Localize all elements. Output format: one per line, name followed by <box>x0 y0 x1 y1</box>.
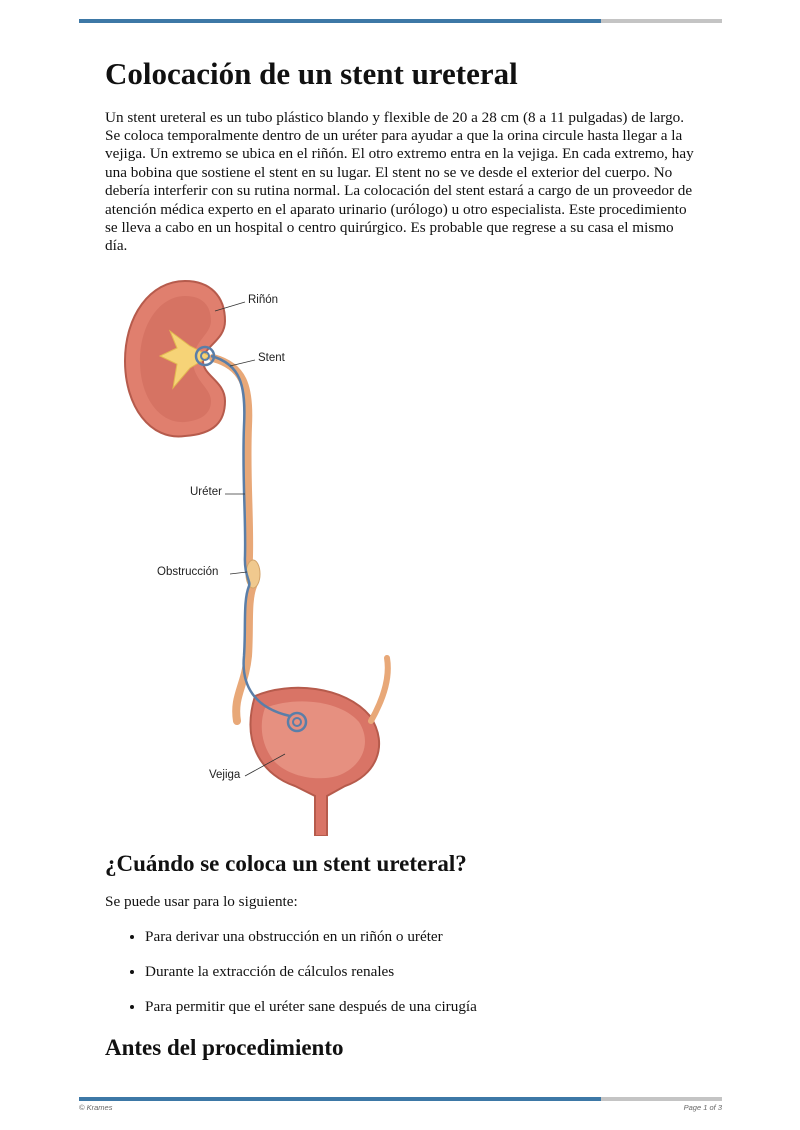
footer-rule-accent <box>79 1097 601 1101</box>
footer-copyright: © Krames <box>79 1103 113 1112</box>
page-title: Colocación de un stent ureteral <box>105 56 518 91</box>
section-when-list <box>105 928 697 1016</box>
section-when-lead: Se puede usar para lo siguiente: <box>105 893 298 911</box>
label-obstruction: Obstrucción <box>157 565 219 578</box>
label-ureter: Uréter <box>190 485 222 498</box>
list-item: • Para permitir que el uréter sane después de una cirugía <box>145 998 697 1016</box>
header-rule <box>79 19 722 23</box>
list-item: • Para derivar una obstrucción en un riñón o uréter <box>145 928 697 946</box>
list-item: • Durante la extracción de cálculos renales <box>145 963 697 981</box>
page-content <box>105 56 697 1077</box>
leader-obstruction <box>230 572 247 574</box>
section-before-heading: Antes del procedimiento <box>105 1034 344 1060</box>
right-ureter <box>371 658 388 721</box>
leader-stent <box>230 360 255 366</box>
footer-rule <box>79 1097 722 1101</box>
header-rule-accent <box>79 19 601 23</box>
section-when-heading: ¿Cuándo se coloca un stent ureteral? <box>105 850 467 876</box>
footer-page-number: Page 1 of 3 <box>683 1103 722 1112</box>
label-bladder: Vejiga <box>209 768 241 781</box>
stent-illustration <box>115 276 415 836</box>
label-kidney: Riñón <box>248 293 279 306</box>
label-stent: Stent <box>258 351 285 364</box>
intro-paragraph: Un stent ureteral es un tubo plástico blando y flexible de 20 a 28 cm (8 a 11 pulgadas) de largo. Se coloca temporalmente dentro de un uréter para ayudar a que la orina circule hasta llegar a la vejiga. Un extremo se ubica en el riñón. El otro extremo entra en la vejiga. En cada extremo, hay una bobina que sostiene el stent en su lugar. El stent no se ve desde el exterior del cuerpo. No debería interferir con su rutina normal. La colocación del stent estará a cargo de un proveedor de atención médica experto en el aparato urinario (urólogo) u otro especialista. Este procedimiento se lleva a cabo en un hospital o centro quirúrgico. Es probable que regrese a su casa el mismo día. <box>105 108 694 255</box>
